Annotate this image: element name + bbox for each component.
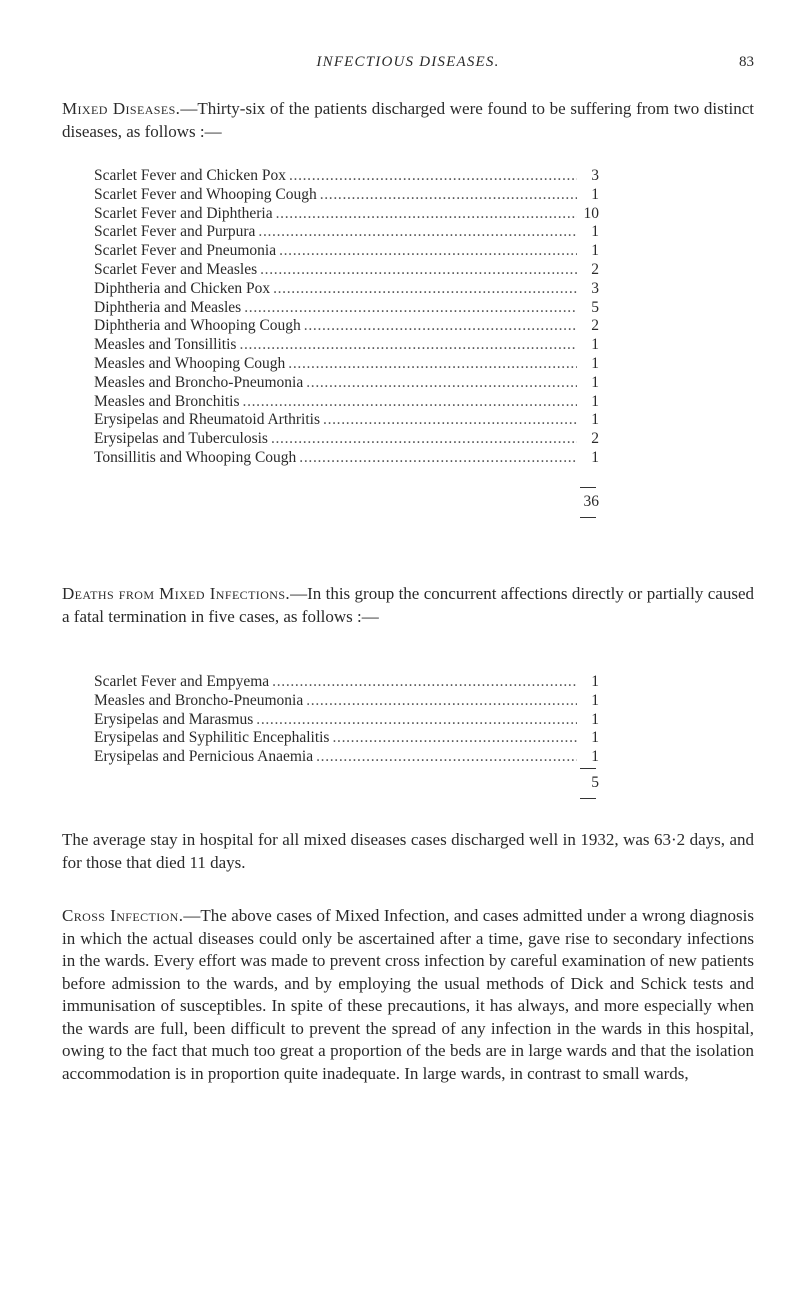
deaths-heading: Deaths from Mixed Infections. xyxy=(62,584,291,603)
list-item xyxy=(94,692,599,711)
dot-leader xyxy=(316,748,577,767)
item-count: 1 xyxy=(591,448,599,466)
dot-leader xyxy=(320,186,577,205)
item-count: 3 xyxy=(591,279,599,297)
dot-leader xyxy=(279,242,577,261)
list-item xyxy=(94,374,599,393)
dot-leader xyxy=(256,711,577,730)
item-count: 1 xyxy=(591,710,599,728)
list-item xyxy=(94,449,599,468)
item-label: Scarlet Fever and Chicken Pox xyxy=(94,167,286,184)
item-label: Erysipelas and Rheumatoid Arthritis xyxy=(94,411,321,429)
dot-leader xyxy=(299,449,577,468)
item-count: 1 xyxy=(591,373,599,391)
deaths-total: 5 xyxy=(591,774,599,791)
dot-leader xyxy=(260,261,577,280)
item-count: 1 xyxy=(591,392,599,410)
dot-leader xyxy=(332,729,577,748)
list-item xyxy=(94,430,599,449)
dot-leader xyxy=(276,205,577,224)
item-label: Measles and Broncho-Pneumonia xyxy=(94,691,304,709)
item-count: 1 xyxy=(591,336,599,354)
mixed-diseases-total: 36 xyxy=(583,493,599,510)
dot-leader xyxy=(289,167,577,186)
list-item xyxy=(94,299,599,318)
list-item xyxy=(94,242,599,261)
deaths-paragraph xyxy=(62,583,754,628)
item-label: Erysipelas and Tuberculosis xyxy=(94,430,268,448)
item-label: Scarlet Fever and Whooping Cough xyxy=(94,185,317,203)
item-label: Measles and Whooping Cough xyxy=(94,354,286,372)
item-count: 1 xyxy=(591,242,599,260)
item-count: 1 xyxy=(591,673,599,690)
item-label: Erysipelas and Pernicious Anaemia xyxy=(94,748,314,766)
item-count: 1 xyxy=(591,185,599,203)
total-rule-bottom xyxy=(580,517,596,518)
item-label: Scarlet Fever and Empyema xyxy=(94,673,270,690)
item-label: Tonsillitis and Whooping Cough xyxy=(94,448,297,466)
item-label: Erysipelas and Syphilitic Encephalitis xyxy=(94,729,330,747)
list-item xyxy=(94,355,599,374)
dot-leader xyxy=(243,393,577,412)
dot-leader xyxy=(258,223,577,242)
dot-leader xyxy=(304,317,577,336)
item-count: 1 xyxy=(591,411,599,429)
cross-infection-heading: Cross Infection. xyxy=(62,906,184,925)
item-count: 3 xyxy=(591,167,599,184)
item-count: 10 xyxy=(583,204,599,222)
deaths-list xyxy=(94,673,599,767)
list-item xyxy=(94,711,599,730)
dot-leader xyxy=(272,673,577,692)
item-label: Scarlet Fever and Purpura xyxy=(94,223,256,241)
list-item xyxy=(94,411,599,430)
list-item xyxy=(94,205,599,224)
deaths-intro: —In this group the concurrent affections directly or partially caused a fatal termination in five cases, as follows :— xyxy=(62,584,754,626)
item-label: Measles and Broncho-Pneumonia xyxy=(94,373,304,391)
dot-leader xyxy=(239,336,577,355)
deaths-rule-bottom xyxy=(580,798,596,799)
page-number: 83 xyxy=(739,54,754,70)
item-label: Diphtheria and Measles xyxy=(94,298,242,316)
item-label: Diphtheria and Chicken Pox xyxy=(94,279,271,297)
item-label: Scarlet Fever and Pneumonia xyxy=(94,242,277,260)
page-header xyxy=(62,54,754,78)
item-count: 2 xyxy=(591,430,599,448)
mixed-diseases-paragraph xyxy=(62,98,754,143)
list-item xyxy=(94,223,599,242)
list-item xyxy=(94,317,599,336)
dot-leader xyxy=(244,299,577,318)
list-item xyxy=(94,393,599,412)
average-stay-paragraph: The average stay in hospital for all mixed diseases cases discharged well in 1932, was 63·2 days, and for those that died 11 days. xyxy=(62,830,754,872)
item-count: 2 xyxy=(591,260,599,278)
item-label: Measles and Tonsillitis xyxy=(94,336,237,354)
dot-leader xyxy=(271,430,577,449)
dot-leader xyxy=(306,374,577,393)
item-count: 2 xyxy=(591,317,599,335)
item-label: Measles and Bronchitis xyxy=(94,392,240,410)
mixed-diseases-heading: Mixed Diseases. xyxy=(62,99,181,118)
item-count: 1 xyxy=(591,729,599,747)
item-count: 1 xyxy=(591,748,599,766)
item-label: Scarlet Fever and Measles xyxy=(94,260,258,278)
item-count: 1 xyxy=(591,354,599,372)
item-label: Erysipelas and Marasmus xyxy=(94,710,254,728)
dot-leader xyxy=(273,280,577,299)
running-title: INFECTIOUS DISEASES. xyxy=(316,54,500,70)
list-item xyxy=(94,280,599,299)
item-count: 1 xyxy=(591,223,599,241)
item-label: Scarlet Fever and Diphtheria xyxy=(94,204,273,222)
list-item xyxy=(94,673,599,692)
list-item xyxy=(94,729,599,748)
dot-leader xyxy=(323,411,577,430)
item-label: Diphtheria and Whooping Cough xyxy=(94,317,301,335)
list-item xyxy=(94,186,599,205)
list-item xyxy=(94,748,599,767)
cross-infection-paragraph xyxy=(62,905,754,1085)
item-count: 5 xyxy=(591,298,599,316)
cross-infection-text: —The above cases of Mixed Infection, and cases admitted under a wrong diagnosis in which the actual diseases could only be ascertained after a time, gave rise to secondary infections in the wards. Every effort was made to prevent cross infection by careful examination of new patients before admission to the wards, and by employing the usual methods of Dick and Schick tests and immunisation of susceptibles. In spite of these precautions, it has always, and more especially when the wards are full, been difficult to prevent the spread of any infection in the wards in this hospital, owing to the fact that much too great a proportion of the beds are in large wards and that the isolation accommodation is in proportion quite inadequate. In large wards, in contrast to small wards, xyxy=(62,906,755,1083)
list-item xyxy=(94,167,599,186)
total-rule-top xyxy=(580,487,596,488)
dot-leader xyxy=(288,355,577,374)
deaths-rule-top xyxy=(580,768,596,769)
mixed-diseases-list xyxy=(94,167,599,468)
list-item xyxy=(94,336,599,355)
item-count: 1 xyxy=(591,691,599,709)
dot-leader xyxy=(306,692,577,711)
list-item xyxy=(94,261,599,280)
mixed-diseases-intro: —Thirty-six of the patients discharged were found to be suffering from two distinct diseases, as follows :— xyxy=(62,99,754,141)
